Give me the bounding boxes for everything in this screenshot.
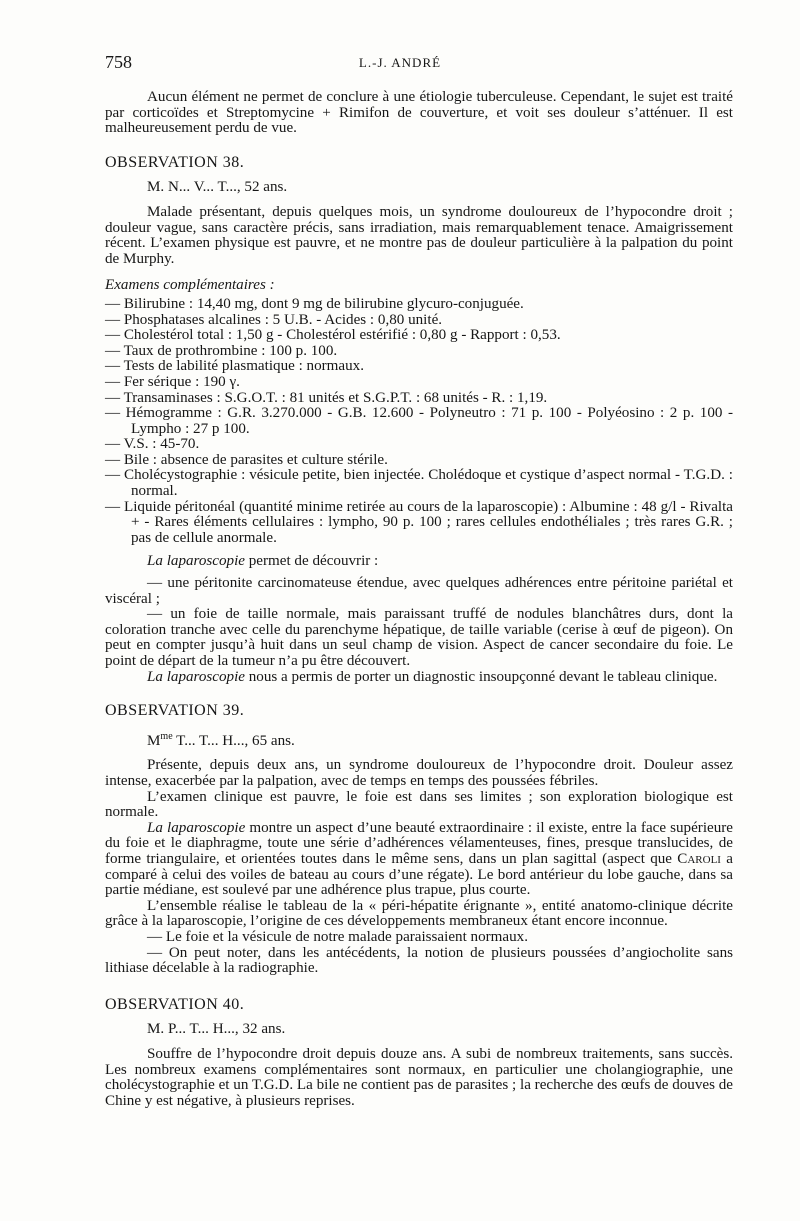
patient-title: M bbox=[147, 732, 161, 749]
observation-39-history: Présente, depuis deux ans, un syndrome douloureux de l’hypocondre droit. Douleur assez intense, exacerbée par la palpation, avec de temps en temps des poussées fébriles. bbox=[105, 757, 733, 789]
exam-item: — V.S. : 45-70. bbox=[105, 436, 200, 453]
observation-38-conclusion bbox=[105, 670, 733, 686]
finding-1: — une péritonite carcinomateuse étendue, avec quelques adhérences entre péritoine pariétal et viscéral ; bbox=[105, 575, 733, 607]
laparoscopy-text: montre un aspect d’une beauté extraordinaire : il existe, entre la face supérieure du foie et le diaphragme, toute une série d’adhérences vélamenteuses, fines, presque translucides, de forme triangulaire, et orientées toutes dans le même sens, dans un plan sagittal (aspect que bbox=[105, 819, 733, 867]
observation-39-summary: L’ensemble réalise le tableau de la « péri-hépatite érignante », entité anatomo-clinique décrite grâce à la laparoscopie, l’origine de ces développements membraneux étant encore inconnue. bbox=[105, 897, 733, 930]
exam-item: — Bile : absence de parasites et culture stérile. bbox=[105, 451, 388, 468]
exams-label: Examens complémentaires : bbox=[105, 277, 275, 294]
exam-item: — Cholestérol total : 1,50 g - Cholestérol estérifié : 0,80 g - Rapport : 0,53. bbox=[105, 327, 561, 344]
observation-39-note-1: — Le foie et la vésicule de notre malade paraissaient normaux. bbox=[147, 928, 528, 945]
laparoscopy-text-end: a comparé à celui des voiles de bateau au cours d’une régate). Le bord antérieur du lobe gauche, dans sa partie médiane, est soulevé par une adhérence plus trapue, plus courte. bbox=[105, 850, 733, 899]
observation-38-patient: M. N... V... T..., 52 ans. bbox=[147, 179, 288, 196]
intro-paragraph: Aucun élément ne permet de conclure à une étiologie tuberculeuse. Cependant, le sujet est traité par corticoïdes et Streptomycine + Rimifon de couverture, et voit ses douleur s’atténuer. Il est malheureusement perdu de vue. bbox=[105, 89, 733, 137]
conclusion-text: nous a permis de porter un diagnostic insoupçonné devant le tableau clinique. bbox=[244, 668, 718, 685]
laparoscopy-term: La laparoscopie bbox=[147, 668, 245, 685]
patient-name: T... T... H..., 65 ans. bbox=[172, 732, 295, 749]
author-name: Caroli bbox=[677, 850, 721, 867]
exam-item: — Fer sérique : 190 γ. bbox=[105, 373, 240, 390]
observation-39-patient bbox=[147, 729, 733, 750]
page-number: 758 bbox=[105, 52, 132, 72]
observation-39-exam: L’examen clinique est pauvre, le foie est dans ses limites ; son exploration biologique est normale. bbox=[105, 788, 733, 821]
laparoscopy-term: La laparoscopie bbox=[147, 819, 246, 836]
exam-item: — Taux de prothrombine : 100 p. 100. bbox=[105, 342, 338, 359]
exam-item: — Transaminases : S.G.O.T. : 81 unités et S.G.P.T. : 68 unités - R. : 1,19. bbox=[105, 389, 548, 406]
exam-item: — Liquide péritonéal (quantité minime retirée au cours de la laparoscopie) : Albumine : 48 g/l - Rivalta + - Rares éléments cellulaires : lympho, 90 p. 100 ; rares cellules endothéliales ; très rares G.R. ; pas de cellule anormale. bbox=[105, 498, 733, 546]
finding-2: — un foie de taille normale, mais paraissant truffé de nodules blanchâtres durs, dont la coloration tranche avec celle du parenchyme hépatique, de taille variable (cerise à œuf de pigeon). On peut en compter jusqu’à huit dans un seul champ de vision. Aspect de cancer secondaire du foie. Le point de départ de la tumeur n’a pu être découvert. bbox=[105, 606, 733, 669]
exam-item: — Tests de labilité plasmatique : normaux. bbox=[105, 358, 364, 375]
observation-39-heading: OBSERVATION 39. bbox=[105, 702, 245, 720]
laparoscopy-intro bbox=[105, 554, 733, 570]
page-body bbox=[105, 90, 733, 1109]
observation-40-history: Souffre de l’hypocondre droit depuis douze ans. A subi de nombreux traitements, sans succès. Les nombreux examens complémentaires sont normaux, en particulier une cholangiographie, une cholécystographie et un T.G.D. La bile ne contient pas de parasites ; la recherche des œufs de douves de Chine y est négative, à plusieurs reprises. bbox=[105, 1045, 733, 1109]
exam-item: — Bilirubine : 14,40 mg, dont 9 mg de bilirubine glycuro-conjuguée. bbox=[105, 295, 524, 312]
patient-title-superscript: me bbox=[160, 730, 173, 742]
page-header bbox=[0, 52, 800, 76]
observation-39-note-2: — On peut noter, dans les antécédents, la notion de plusieurs poussées d’angiocholite sans lithiase décelable à la radiographie. bbox=[105, 944, 733, 977]
exam-item: — Hémogramme : G.R. 3.270.000 - G.B. 12.600 - Polyneutro : 71 p. 100 - Polyéosino : 2 p. 100 - Lympho : 27 p 100. bbox=[105, 405, 733, 437]
observation-38-history: Malade présentant, depuis quelques mois, un syndrome douloureux de l’hypocondre droit ; douleur vague, sans caractère précis, sans irradiation, mais remarquablement tenace. Amaigrissement récent. L’examen physique est pauvre, et ne montre pas de douleur particulière à la palpation du point de Murphy. bbox=[105, 203, 733, 267]
running-title: L.-J. ANDRÉ bbox=[358, 55, 442, 70]
observation-38-heading: OBSERVATION 38. bbox=[105, 153, 245, 171]
observation-40-heading: OBSERVATION 40. bbox=[105, 995, 245, 1013]
observation-39-laparoscopy bbox=[105, 821, 733, 899]
laparoscopy-term: La laparoscopie bbox=[147, 553, 245, 570]
exam-item: — Cholécystographie : vésicule petite, bien injectée. Cholédoque et cystique d’aspect normal - T.G.D. : normal. bbox=[105, 467, 733, 500]
observation-40-patient: M. P... T... H..., 32 ans. bbox=[147, 1021, 286, 1038]
exams-list bbox=[105, 297, 733, 547]
exam-item: — Phosphatases alcalines : 5 U.B. - Acides : 0,80 unité. bbox=[105, 311, 443, 328]
laparoscopy-intro-text: permet de découvrir : bbox=[244, 553, 379, 570]
